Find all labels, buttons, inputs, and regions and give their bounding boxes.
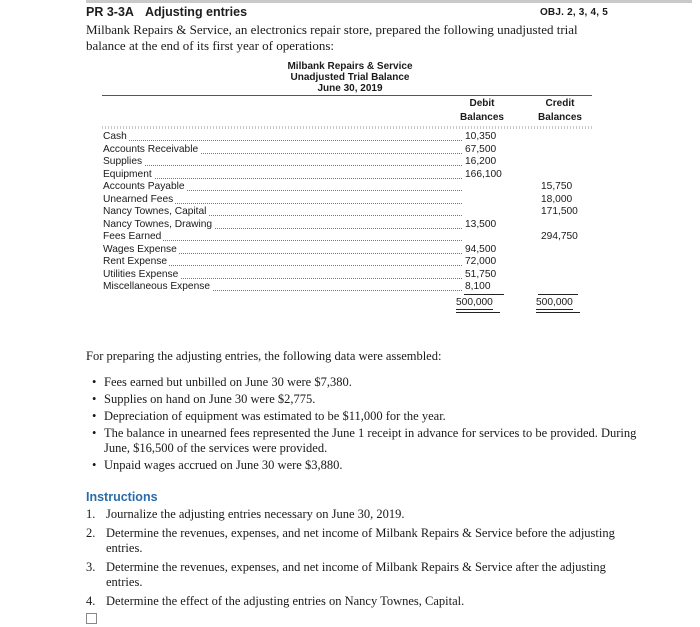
table-row	[103, 244, 588, 256]
bullet-icon: •	[92, 392, 97, 406]
trial-balance-company: Milbank Repairs & Service	[287, 61, 413, 72]
debit-header-line1: Debit	[469, 98, 495, 109]
instructions-title: Instructions	[86, 490, 158, 504]
table-row	[103, 131, 588, 143]
table-row	[103, 194, 588, 206]
table-row	[103, 169, 588, 181]
table-row	[103, 206, 588, 218]
debit-column-header	[452, 97, 512, 125]
bullet-text: The balance in unearned fees represented the June 1 receipt in advance for services to be provided. During June, $16,500 of the services were provided.	[104, 426, 637, 455]
list-item	[92, 458, 644, 473]
credit-header-line2: Balances	[538, 112, 582, 123]
list-item	[92, 426, 644, 456]
credit-amount: 171,500	[541, 206, 578, 217]
credit-subtotal-rule	[538, 294, 578, 295]
debit-amount: 94,500	[465, 243, 497, 255]
bullet-icon: •	[92, 426, 97, 440]
problem-heading	[86, 5, 247, 19]
account-name: Cash	[103, 131, 127, 142]
debit-amount: 67,500	[465, 143, 497, 155]
credit-amount: 15,750	[541, 181, 573, 192]
trial-balance-title: Unadjusted Trial Balance	[290, 72, 410, 83]
account-name: Utilities Expense	[103, 268, 179, 280]
credit-double-rule	[536, 312, 580, 313]
step-text: Journalize the adjusting entries necessary on June 30, 2019.	[106, 507, 405, 521]
bullet-text: Supplies on hand on June 30 were $2,775.	[104, 392, 316, 406]
table-row	[103, 219, 588, 231]
account-name: Accounts Payable	[103, 181, 185, 192]
account-name: Unearned Fees	[103, 193, 174, 205]
step-text: Determine the revenues, expenses, and net income of Milbank Repairs & Service before the adjusting entries.	[106, 526, 615, 555]
header-top-rule	[102, 95, 592, 96]
checkbox[interactable]	[86, 613, 97, 624]
bullet-text: Unpaid wages accrued on June 30 were $3,880.	[104, 458, 343, 472]
debit-amount: 72,000	[465, 256, 497, 267]
instruction-step	[86, 526, 636, 556]
objectives-label: OBJ. 2, 3, 4, 5	[539, 7, 608, 18]
account-name: Equipment	[103, 168, 152, 180]
table-row	[103, 269, 588, 281]
credit-total: 500,000	[536, 297, 573, 308]
step-number: 1.	[86, 507, 96, 521]
adjustments-lead: For preparing the adjusting entries, the following data were assembled:	[86, 349, 442, 363]
dot-leader	[107, 165, 462, 166]
table-row	[103, 281, 588, 293]
table-row	[103, 156, 588, 168]
step-text: Determine the effect of the adjusting entries on Nancy Townes, Capital.	[106, 594, 465, 608]
instruction-step	[86, 594, 636, 609]
step-text: Determine the revenues, expenses, and net income of Milbank Repairs & Service after the adjusting entries.	[106, 560, 606, 589]
account-name: Wages Expense	[103, 243, 177, 255]
bullet-icon: •	[92, 409, 97, 423]
list-item	[92, 375, 644, 390]
account-name: Rent Expense	[103, 256, 167, 267]
account-name: Fees Earned	[103, 231, 162, 242]
step-number: 3.	[86, 560, 96, 574]
account-name: Nancy Townes, Capital	[103, 206, 207, 217]
bullet-text: Fees earned but unbilled on June 30 were $7,380.	[104, 375, 352, 389]
debit-amount: 13,500	[465, 218, 497, 230]
dot-leader	[107, 140, 462, 141]
account-name: Accounts Receivable	[103, 143, 199, 155]
problem-number: PR 3-3A	[86, 5, 134, 19]
trial-balance-date: June 30, 2019	[317, 83, 383, 94]
table-row	[103, 181, 588, 193]
credit-amount: 294,750	[541, 231, 578, 242]
list-item	[92, 409, 644, 424]
debit-total: 500,000	[456, 297, 493, 308]
problem-intro: Milbank Repairs & Service, an electronics repair store, prepared the following unadjusted trial balance at the end of its first year of operations:	[86, 22, 578, 53]
credit-header-line1: Credit	[545, 98, 575, 109]
debit-double-rule	[456, 312, 500, 313]
dot-leader	[107, 178, 462, 179]
debit-amount: 16,200	[465, 156, 497, 167]
debit-amount: 166,100	[465, 168, 502, 180]
debit-header-line2: Balances	[460, 112, 504, 123]
table-row	[103, 231, 588, 243]
bullet-text: Depreciation of equipment was estimated to be $11,000 for the year.	[104, 409, 446, 423]
debit-amount: 51,750	[465, 268, 497, 280]
credit-amount: 18,000	[541, 193, 573, 205]
step-number: 4.	[86, 594, 96, 608]
problem-title: Adjusting entries	[144, 5, 248, 19]
debit-subtotal-rule	[464, 294, 504, 295]
debit-amount: 8,100	[465, 281, 491, 292]
account-name: Nancy Townes, Drawing	[103, 218, 213, 230]
bullet-icon: •	[92, 458, 97, 472]
cropped-top-rule	[86, 0, 692, 3]
instruction-step	[86, 560, 636, 590]
credit-column-header	[530, 97, 590, 125]
account-name: Supplies	[103, 156, 143, 167]
table-row	[103, 256, 588, 268]
step-number: 2.	[86, 526, 96, 540]
debit-amount: 10,350	[465, 131, 497, 142]
account-name: Miscellaneous Expense	[103, 281, 211, 292]
table-row	[103, 144, 588, 156]
instruction-step	[86, 507, 636, 522]
header-bottom-hatch	[102, 126, 592, 129]
bullet-icon: •	[92, 375, 97, 389]
list-item	[92, 392, 644, 407]
